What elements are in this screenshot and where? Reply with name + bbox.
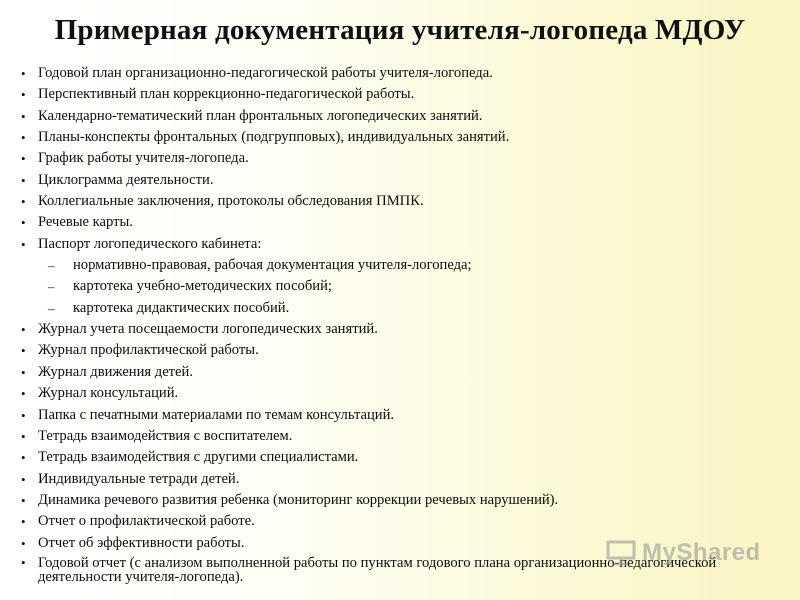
item-text: нормативно-правовая, рабочая документация учителя-логопеда; bbox=[73, 257, 472, 274]
item-text: картотека дидактических пособий. bbox=[73, 299, 290, 316]
bullet: • bbox=[21, 194, 26, 210]
item-text: Журнал консультаций. bbox=[38, 385, 179, 402]
bullet: • bbox=[21, 450, 26, 466]
list-item bbox=[20, 108, 780, 125]
bullet: • bbox=[21, 172, 26, 188]
item-text: Перспективный план коррекционно-педагогической работы. bbox=[38, 86, 415, 103]
list-item bbox=[20, 449, 780, 466]
item-text: Отчет об эффективности работы. bbox=[38, 534, 245, 551]
bullet: • bbox=[21, 151, 26, 167]
slide-title: Примерная документация учителя-логопеда МДОУ bbox=[54, 14, 746, 46]
list-item bbox=[20, 150, 780, 167]
list-item bbox=[20, 193, 780, 210]
list-item bbox=[20, 428, 780, 445]
bullet: • bbox=[21, 386, 26, 402]
item-text: Журнал профилактической работы. bbox=[38, 342, 259, 359]
sub-list-item bbox=[20, 257, 780, 274]
item-text: Тетрадь взаимодействия с другими специалистами. bbox=[38, 449, 359, 466]
sub-list-item bbox=[20, 300, 780, 317]
dash-bullet: – bbox=[48, 300, 55, 316]
bullet: • bbox=[21, 407, 26, 423]
list-item bbox=[20, 513, 780, 530]
bullet: • bbox=[21, 130, 26, 146]
item-text: Журнал учета посещаемости логопедических занятий. bbox=[38, 321, 378, 338]
item-text: Индивидуальные тетради детей. bbox=[38, 470, 240, 487]
item-text: картотека учебно-методических пособий; bbox=[73, 278, 332, 295]
bullet: • bbox=[21, 535, 26, 551]
bullet: • bbox=[21, 322, 26, 338]
item-text: Циклограмма деятельности. bbox=[38, 171, 214, 188]
item-text: Тетрадь взаимодействия с воспитателем. bbox=[38, 427, 293, 444]
item-text: Динамика речевого развития ребенка (мониторинг коррекции речевых нарушений). bbox=[38, 491, 559, 508]
item-text: График работы учителя-логопеда. bbox=[38, 150, 249, 167]
documentation-list bbox=[20, 65, 780, 588]
bullet: • bbox=[21, 428, 26, 444]
list-item bbox=[20, 321, 780, 338]
dash-bullet: – bbox=[48, 258, 55, 274]
watermark-text: MyShared bbox=[642, 539, 761, 566]
bullet: • bbox=[21, 87, 26, 103]
bullet: • bbox=[21, 66, 26, 81]
list-item bbox=[20, 471, 780, 488]
item-text: Речевые карты. bbox=[38, 214, 133, 231]
item-text: Паспорт логопедического кабинета: bbox=[38, 235, 262, 252]
list-item bbox=[20, 342, 780, 359]
bullet: • bbox=[21, 343, 26, 359]
bullet: • bbox=[21, 514, 26, 530]
item-text: Годовой план организационно-педагогической работы учителя-логопеда. bbox=[38, 65, 493, 81]
list-item bbox=[20, 492, 780, 509]
list-item bbox=[20, 172, 780, 189]
list-item bbox=[20, 385, 780, 402]
bullet: • bbox=[21, 215, 26, 231]
bullet: • bbox=[21, 554, 26, 570]
item-text: Календарно-тематический план фронтальных логопедических занятий. bbox=[38, 107, 483, 124]
sub-list-item bbox=[20, 278, 780, 295]
bullet: • bbox=[21, 364, 26, 380]
item-text: Годовой отчет (с анализом выполненной работы по пунктам годового плана организационно-педагогической деятельности учителя-логопеда). bbox=[38, 554, 717, 585]
item-text: Планы-конспекты фронтальных (подгрупповых), индивидуальных занятий. bbox=[38, 129, 510, 146]
list-item bbox=[20, 214, 780, 231]
list-item bbox=[20, 407, 780, 424]
bullet: • bbox=[21, 492, 26, 508]
item-text: Коллегиальные заключения, протоколы обследования ПМПК. bbox=[38, 193, 424, 210]
watermark bbox=[606, 538, 761, 568]
item-text: Отчет о профилактической работе. bbox=[38, 513, 255, 530]
list-item bbox=[20, 236, 780, 253]
bullet: • bbox=[21, 471, 26, 487]
list-item bbox=[20, 86, 780, 103]
list-item bbox=[20, 129, 780, 146]
dash-bullet: – bbox=[48, 279, 55, 295]
bullet: • bbox=[21, 108, 26, 124]
item-text: Журнал движения детей. bbox=[38, 363, 193, 380]
bullet: • bbox=[21, 236, 26, 252]
list-item bbox=[20, 364, 780, 381]
item-text: Папка с печатными материалами по темам консультаций. bbox=[38, 406, 395, 423]
presentation-board-icon bbox=[606, 540, 638, 566]
list-item bbox=[20, 65, 780, 82]
